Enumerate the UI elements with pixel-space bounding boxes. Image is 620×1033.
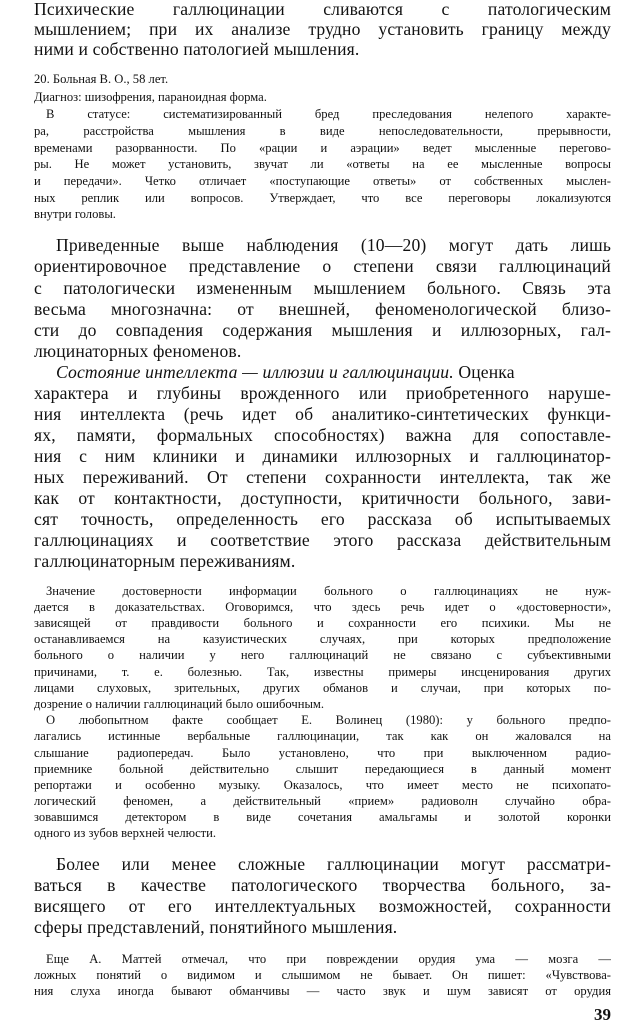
p4-line-2: ваться в качестве патологического творчества больного, за- <box>34 876 611 895</box>
page-number: 39 <box>594 1005 611 1024</box>
small1-line-10: лагались истинные вербальные галлюцинации, так как он жаловался на <box>34 729 611 743</box>
status-line-2: ра, расстройства мышления в виде непоследовательности, прерывности, <box>34 124 611 138</box>
p3-line-7: как от контактности, доступности, критичности больного, зави- <box>34 489 611 508</box>
small1-line-7: лицами слуховых, зрительных, других обманов и случаи, при которых по- <box>34 681 611 695</box>
status-line-7: внутри головы. <box>34 207 116 221</box>
p3-line-2: характера и глубины врожденного или приобретенного наруше- <box>34 384 611 403</box>
p3-line-8: сят точность, определенность его рассказа об испытываемых <box>34 510 611 529</box>
small1-line-2: дается в доказательствах. Оговоримся, что здесь речь идет о «достоверности», <box>34 600 611 614</box>
p3-line-4: ях, памяти, формальных способностях) важна для сопоставле- <box>34 426 611 445</box>
status-line-6: ных реплик или вопросов. Утверждает, что все переговоры локализуются <box>34 191 611 205</box>
status-line-1: В статусе: систематизированный бред преследования нелепого характе- <box>46 107 611 121</box>
p3-line-1 <box>56 363 611 382</box>
small1-line-15: зовавшимся детектором в виде сочетания амальгамы и золотой коронки <box>34 810 611 824</box>
p4-line-3: висящего от его интеллектуальных возможностей, сохранности <box>34 897 611 916</box>
p1-line-2: мышлением; при их анализе трудно установить границу между <box>34 20 611 39</box>
p2-line-2: ориентировочное представление о степени связи галлюцинаций <box>34 257 611 276</box>
small1-line-9: О любопытном факте сообщает Е. Волинец (1980): у больного предпо- <box>46 713 611 727</box>
status-line-4: ры. Не может установить, звучат ли «ответы на ее мысленные вопросы <box>34 157 611 171</box>
p3-line-5: ния с ним клиники и динамики иллюзорных и галлюцинатор- <box>34 447 611 466</box>
p2-line-1: Приведенные выше наблюдения (10—20) могут дать лишь <box>56 236 611 255</box>
small1-line-11: слышание радиопередач. Было установлено, что при выключенном радио- <box>34 746 611 760</box>
p1-line-1: Психические галлюцинации сливаются с патологическим <box>34 0 611 19</box>
section-heading: Состояние интеллекта — иллюзии и галлюцинации. <box>56 363 454 382</box>
small1-line-8: дозрение о наличии галлюцинаций было ошибочным. <box>34 697 325 711</box>
small1-line-14: логический феномен, а действительный «прием» радиоволн случайно обра- <box>34 794 611 808</box>
p2-line-6: люцинаторных феноменов. <box>34 342 242 361</box>
small1-line-3: зависящей от правдивости больного и сохранности его психики. Мы не <box>34 616 611 630</box>
small1-line-1: Значение достоверности информации больного о галлюцинациях не нуж- <box>46 584 611 598</box>
p3-first-rest: Оценка <box>453 363 515 382</box>
p3-line-6: ных переживаний. От степени сохранности интеллекта, так же <box>34 468 611 487</box>
status-line-5: и передачи». Четко отличает «поступающие ответы» от собственных мыслен- <box>34 174 611 188</box>
small1-line-4: останавливаемся на казуистических случаях, при которых предположение <box>34 632 611 646</box>
diagnosis: Диагноз: шизофрения, параноидная форма. <box>34 90 267 104</box>
status-line-3: временами разорванности. По «рации и аэрации» ведет мысленные перегово- <box>34 141 611 155</box>
p1-line-3: ними и собственно патологией мышления. <box>34 40 360 59</box>
p2-line-5: сти до совпадения содержания мышления и иллюзорных, гал- <box>34 321 611 340</box>
p3-line-9: галлюцинациях и соответствие этого рассказа действительным <box>34 531 611 550</box>
small2-line-1: Еще А. Маттей отмечал, что при повреждении орудия ума — мозга — <box>46 952 611 966</box>
case-header: 20. Больная В. О., 58 лет. <box>34 72 169 86</box>
p4-line-1: Более или менее сложные галлюцинации могут рассматри- <box>56 855 611 874</box>
p4-line-4: сферы представлений, понятийного мышления. <box>34 918 398 937</box>
small2-line-2: ложных понятий о видимом и слышимом не бывает. Он пишет: «Чувствова- <box>34 968 611 982</box>
small1-line-6: причинами, т. е. болезнью. Так, известны примеры инсценирования других <box>34 665 611 679</box>
p3-line-10: галлюцинаторным переживаниям. <box>34 552 296 571</box>
p2-line-4: весьма многозначна: от внешней, феноменологической близо- <box>34 300 611 319</box>
small1-line-5: больного о наличии у него галлюцинаций не связано с субъективными <box>34 648 611 662</box>
p2-line-3: с патологически измененным мышлением больного. Связь эта <box>34 279 611 298</box>
small1-line-12: приемнике больной действительно слышит передающиеся в данный момент <box>34 762 611 776</box>
p3-line-3: ния интеллекта (речь идет об аналитико-синтетических функци- <box>34 405 611 424</box>
small2-line-3: ния слуха иногда бывают обманчивы — часто звук и шум зависят от орудия <box>34 984 611 998</box>
small1-line-13: репортажи и особенно музыку. Оказалось, что имеет место не психопато- <box>34 778 611 792</box>
small1-line-16: одного из зубов верхней челюсти. <box>34 826 217 840</box>
